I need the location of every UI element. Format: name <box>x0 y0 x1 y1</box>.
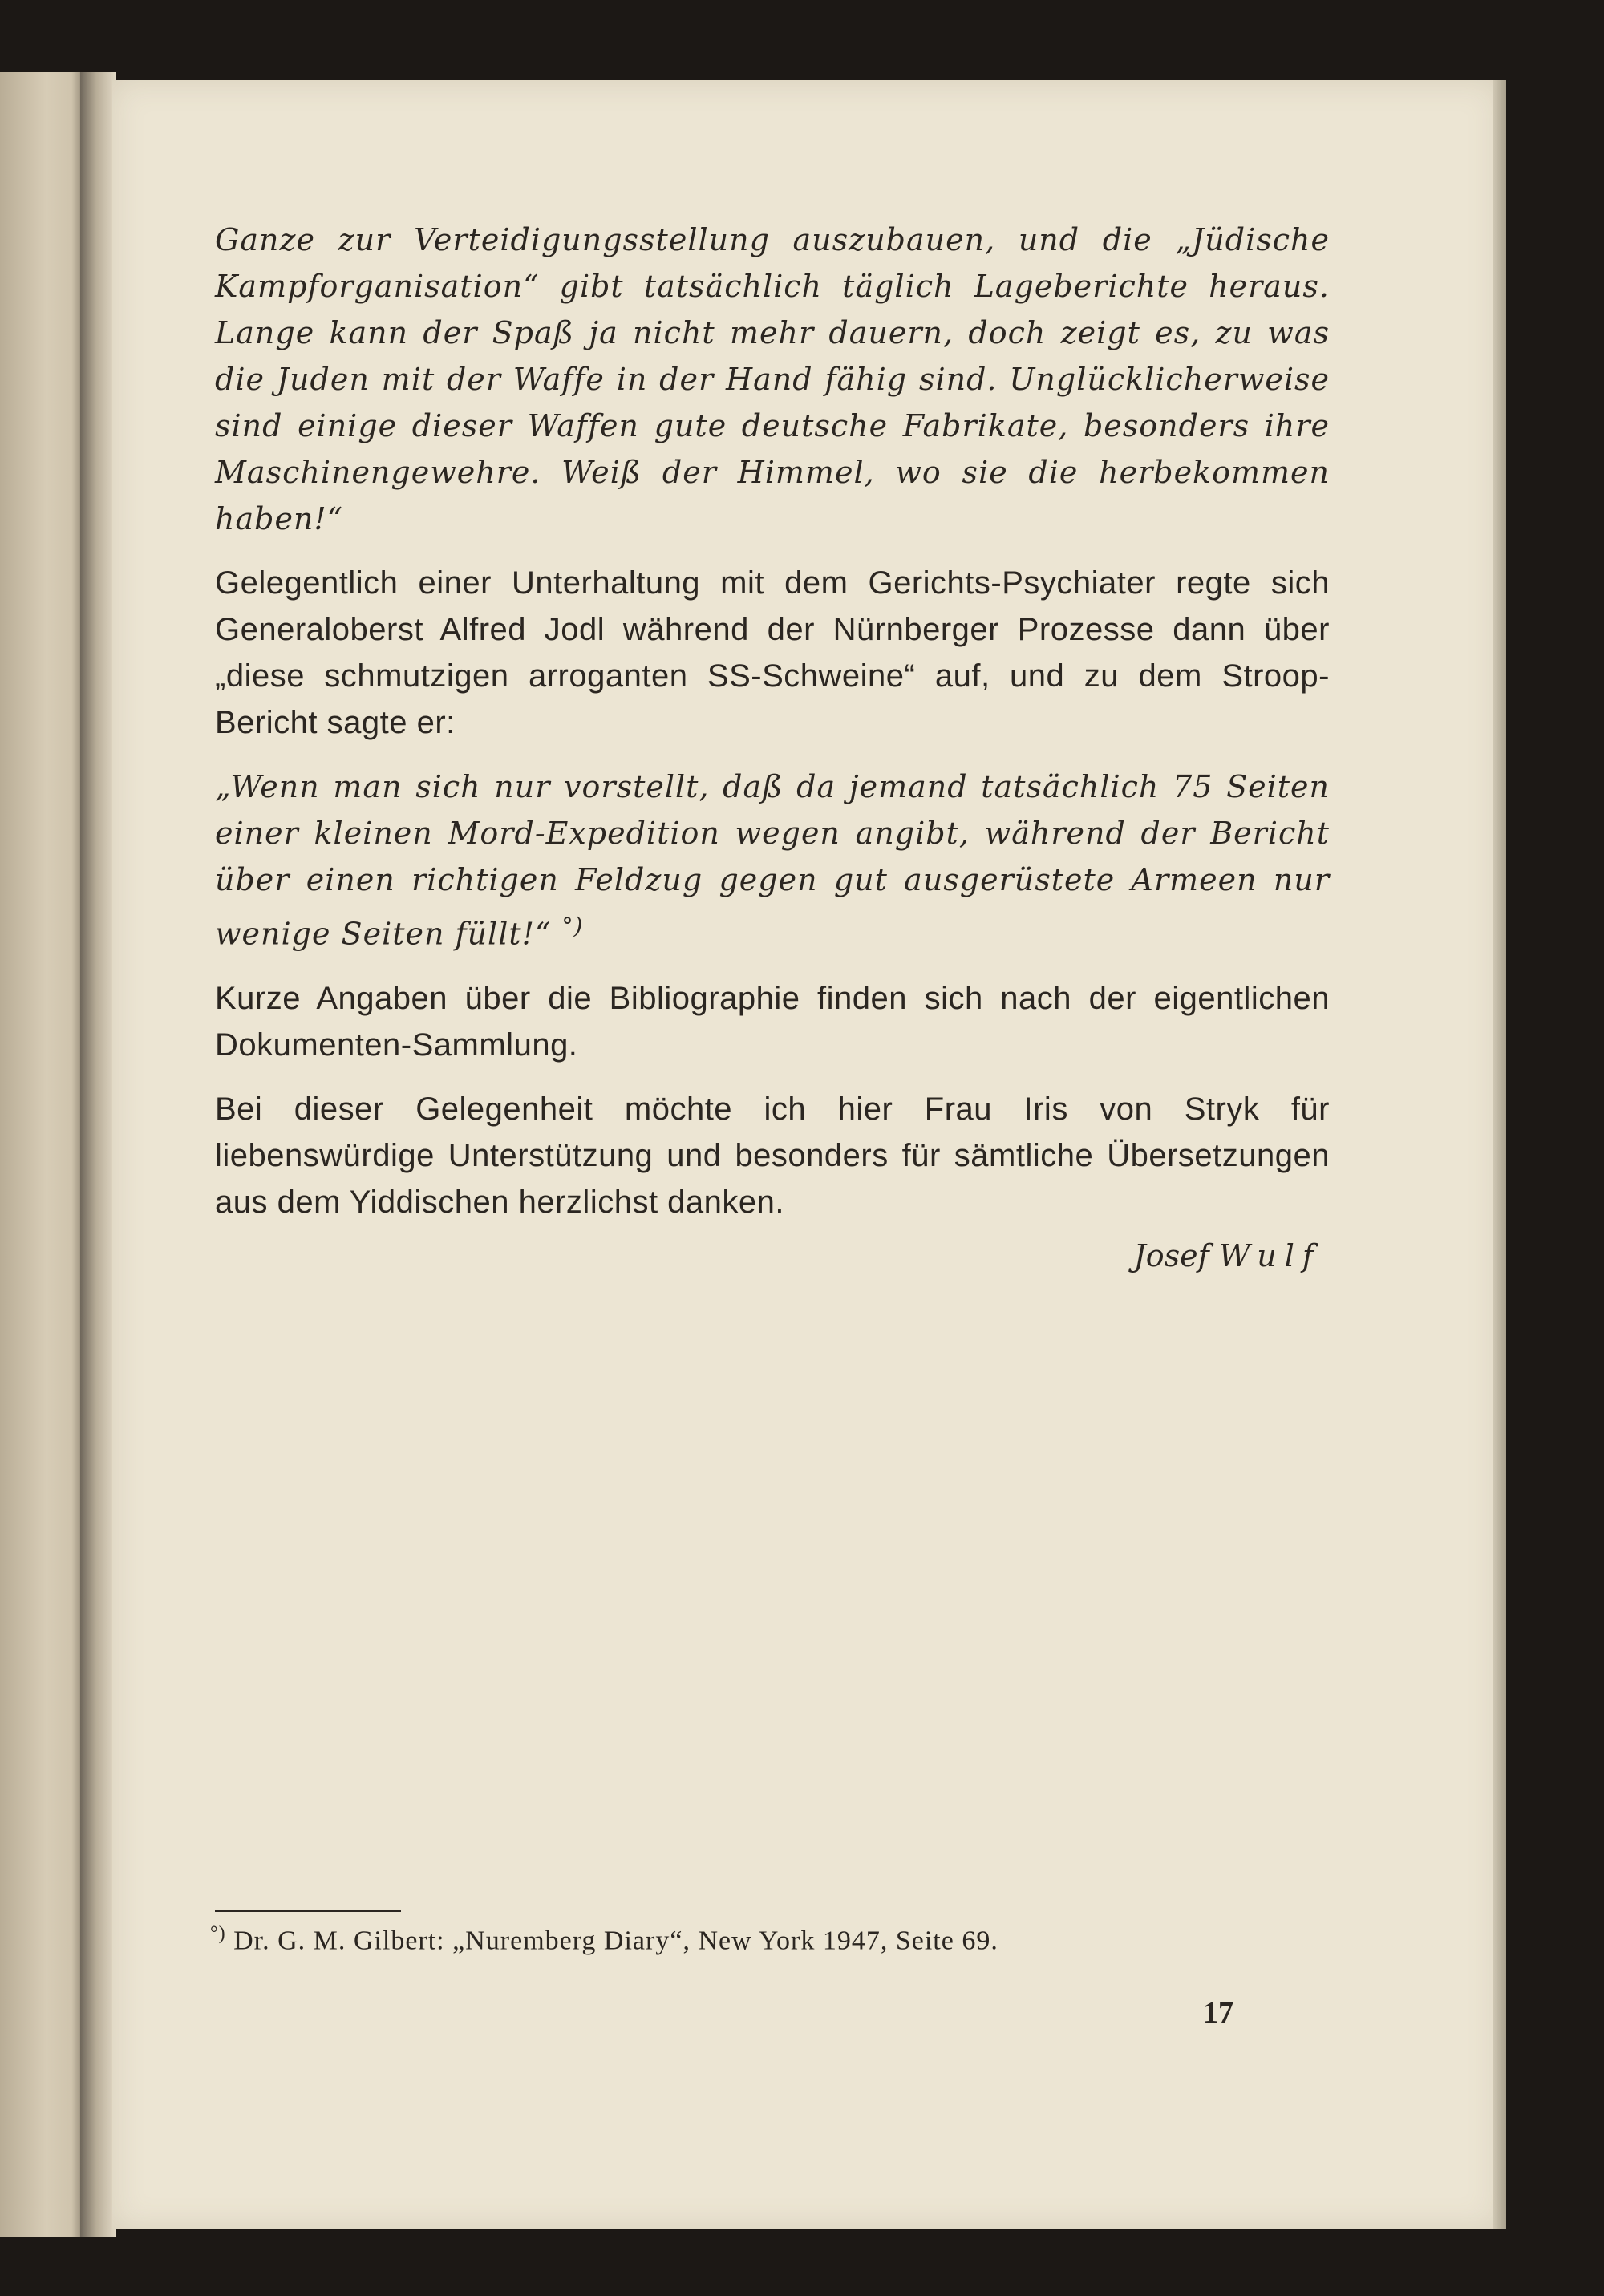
jodl-quote <box>215 763 1330 958</box>
footnote-rule <box>215 1910 401 1912</box>
page-number: 17 <box>1203 1996 1233 2030</box>
paragraph-jodl: Gelegentlich einer Unterhaltung mit dem Gerichts-Psychiater regte sich Generaloberst Alfred Jodl während der Nürnberger Prozesse dann über „diese schmutzigen arroganten SS-Schweine“ auf, und zu dem Stroop-Bericht sagte er: <box>215 565 1330 740</box>
signature-last-name: Wulf <box>1218 1237 1322 1274</box>
quote-continuation: Ganze zur Verteidigungsstellung auszubauen, und die „Jüdische Kampforganisation“ gibt tatsächlich täglich Lageberichte heraus. Lange kann der Spaß ja nicht mehr dauern, doch zeigt es, zu was die Juden mit der Waffe in der Hand fähig sind. Unglücklicherweise sind einige dieser Waffen gute deutsche Fabrikate, besonders ihre Maschinengewehre. Weiß der Himmel, wo sie die herbekommen haben!“ <box>215 222 1330 537</box>
signature-first-name: Josef <box>1133 1237 1209 1274</box>
page-edge <box>1493 80 1506 2229</box>
left-page-edge <box>0 72 84 2237</box>
signature <box>215 1238 1330 1274</box>
footnote-reference: °) <box>561 913 584 939</box>
footnote-text: Dr. G. M. Gilbert: „Nuremberg Diary“, New York 1947, Seite 69. <box>233 1925 998 1956</box>
paragraph-thanks: Bei dieser Gelegenheit möchte ich hier Frau Iris von Stryk für liebenswürdige Unterstützung und besonders für sämtliche Übersetzungen aus dem Yiddischen herzlichst danken. <box>215 1091 1330 1220</box>
jodl-quote-text: „Wenn man sich nur vorstellt, daß da jemand tatsächlich 75 Seiten einer kleinen Mord-Expedition wegen angibt, während der Bericht über einen richtigen Feldzug gegen gut ausgerüstete Armeen nur wenige Seiten füllt!“ <box>215 769 1330 952</box>
body-text <box>215 217 1330 1274</box>
gutter-shadow <box>80 72 116 2237</box>
paragraph-bibliography: Kurze Angaben über die Bibliographie finden sich nach der eigentlichen Dokumenten-Sammlung. <box>215 980 1330 1063</box>
footnote <box>210 1923 998 1956</box>
footnote-marker: °) <box>210 1923 226 1944</box>
